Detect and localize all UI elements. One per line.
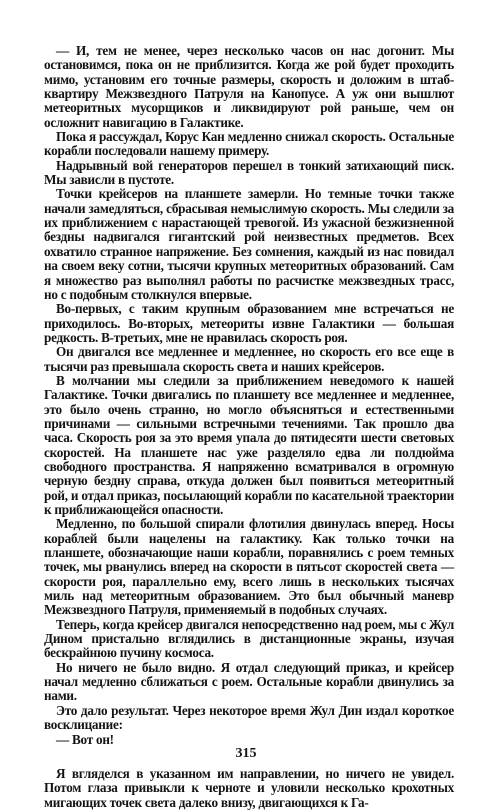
paragraph: В молчании мы следили за приближением неведомого к нашей Галактике. Точки двигались по планшету все медленнее и медленнее, это было очень странно, но могло объясняться и естественными причинами — сильными встречными течениями. Так прошло два часа. Скорость роя за это время упала до пятидесяти шести световых скоростей. На планшете нас уже разделяло едва ли полдюйма свободного пространства. Я напряженно всматривался в огромную черную бездну справа, откуда должен был появиться метеоритный рой, и отдал приказ, посылающий корабли по касательной траектории к приближающейся опасности.	[44, 372, 454, 517]
paragraph: Это дало результат. Через некоторое время Жул Дин издал короткое восклицание:	[44, 702, 454, 733]
paragraph: Но ничего не было видно. Я отдал следующий приказ, и крейсер начал медленно сближаться с роем. Остальные корабли двинулись за нами.	[44, 659, 454, 704]
paragraph: — И, тем не менее, через несколько часов он нас догонит. Мы остановимся, пока он не приблизится. Когда же рой будет проходить мимо, установим его точные размеры, скорость и доложим в штаб-квартиру Межзвездного Патруля на Канопусе. А уж они вышлют метеоритных мусорщиков и ликвидируют рой раньше, чем он осложнит навигацию в Галактике.	[44, 43, 454, 130]
paragraph: Я вгляделся в указанном им направлении, но ничего не увидел. Потом глаза привыкли к черноте и уловили несколько крохотных мигающих точек света далеко внизу, двигающихся к Га-	[44, 765, 454, 810]
paragraph: Медленно, по большой спирали флотилия двинулась вперед. Носы кораблей были нацелены на галактику. Как только точки на планшете, обозначающие наши корабли, поравнялись с роем темных точек, мы рванулись вперед на скорости в пятьсот скоростей света — скорости роя, параллельно ему, всего лишь в нескольких тысячах миль над метеоритным образованием. Это был обычный маневр Межзвездного Патруля, применяемый в подобных случаях.	[44, 516, 454, 618]
paragraph: Он двигался все медленнее и медленнее, но скорость его все еще в тысячи раз превышала скорость света и наших крейсеров.	[44, 344, 454, 374]
paragraph: Во-первых, с таким крупным образованием мне встречаться не приходилось. Во-вторых, метеориты извне Галактики — большая редкость. В-третьих, мне не нравилась скорость роя.	[44, 301, 454, 345]
paragraph: Надрывный вой генераторов перешел в тонкий затихающий писк. Мы зависли в пустоте.	[44, 157, 454, 188]
paragraph: Пока я рассуждал, Корус Кан медленно снижал скорость. Остальные корабли последовали нашему примеру.	[44, 129, 454, 159]
paragraph: — Вот он!	[56, 731, 114, 747]
paragraph: Точки крейсеров на планшете замерли. Но темные точки также начали замедляться, сбрасывая немыслимую скорость. Мы следили за их приближением с нарастающей тревогой. Из ужасной безжизненной бездны надвигался гигантский рой неизвестных предметов. Всех охватило странное напряжение. Без сомнения, каждый из нас повидал на своем веку сотни, тысячи крупных метеоритных образований. Сам я множество раз выполнял работы по расчистке межзвездных трасс, но с подобным столкнулся впервые.	[44, 186, 454, 302]
body-text	[44, 44, 454, 810]
paragraph: Теперь, когда крейсер двигался непосредственно над роем, мы с Жул Дином пристально вглядились в дистанционные экраны, изучая бескрайнюю пучину космоса.	[44, 616, 454, 661]
page-number: 315	[235, 746, 257, 761]
